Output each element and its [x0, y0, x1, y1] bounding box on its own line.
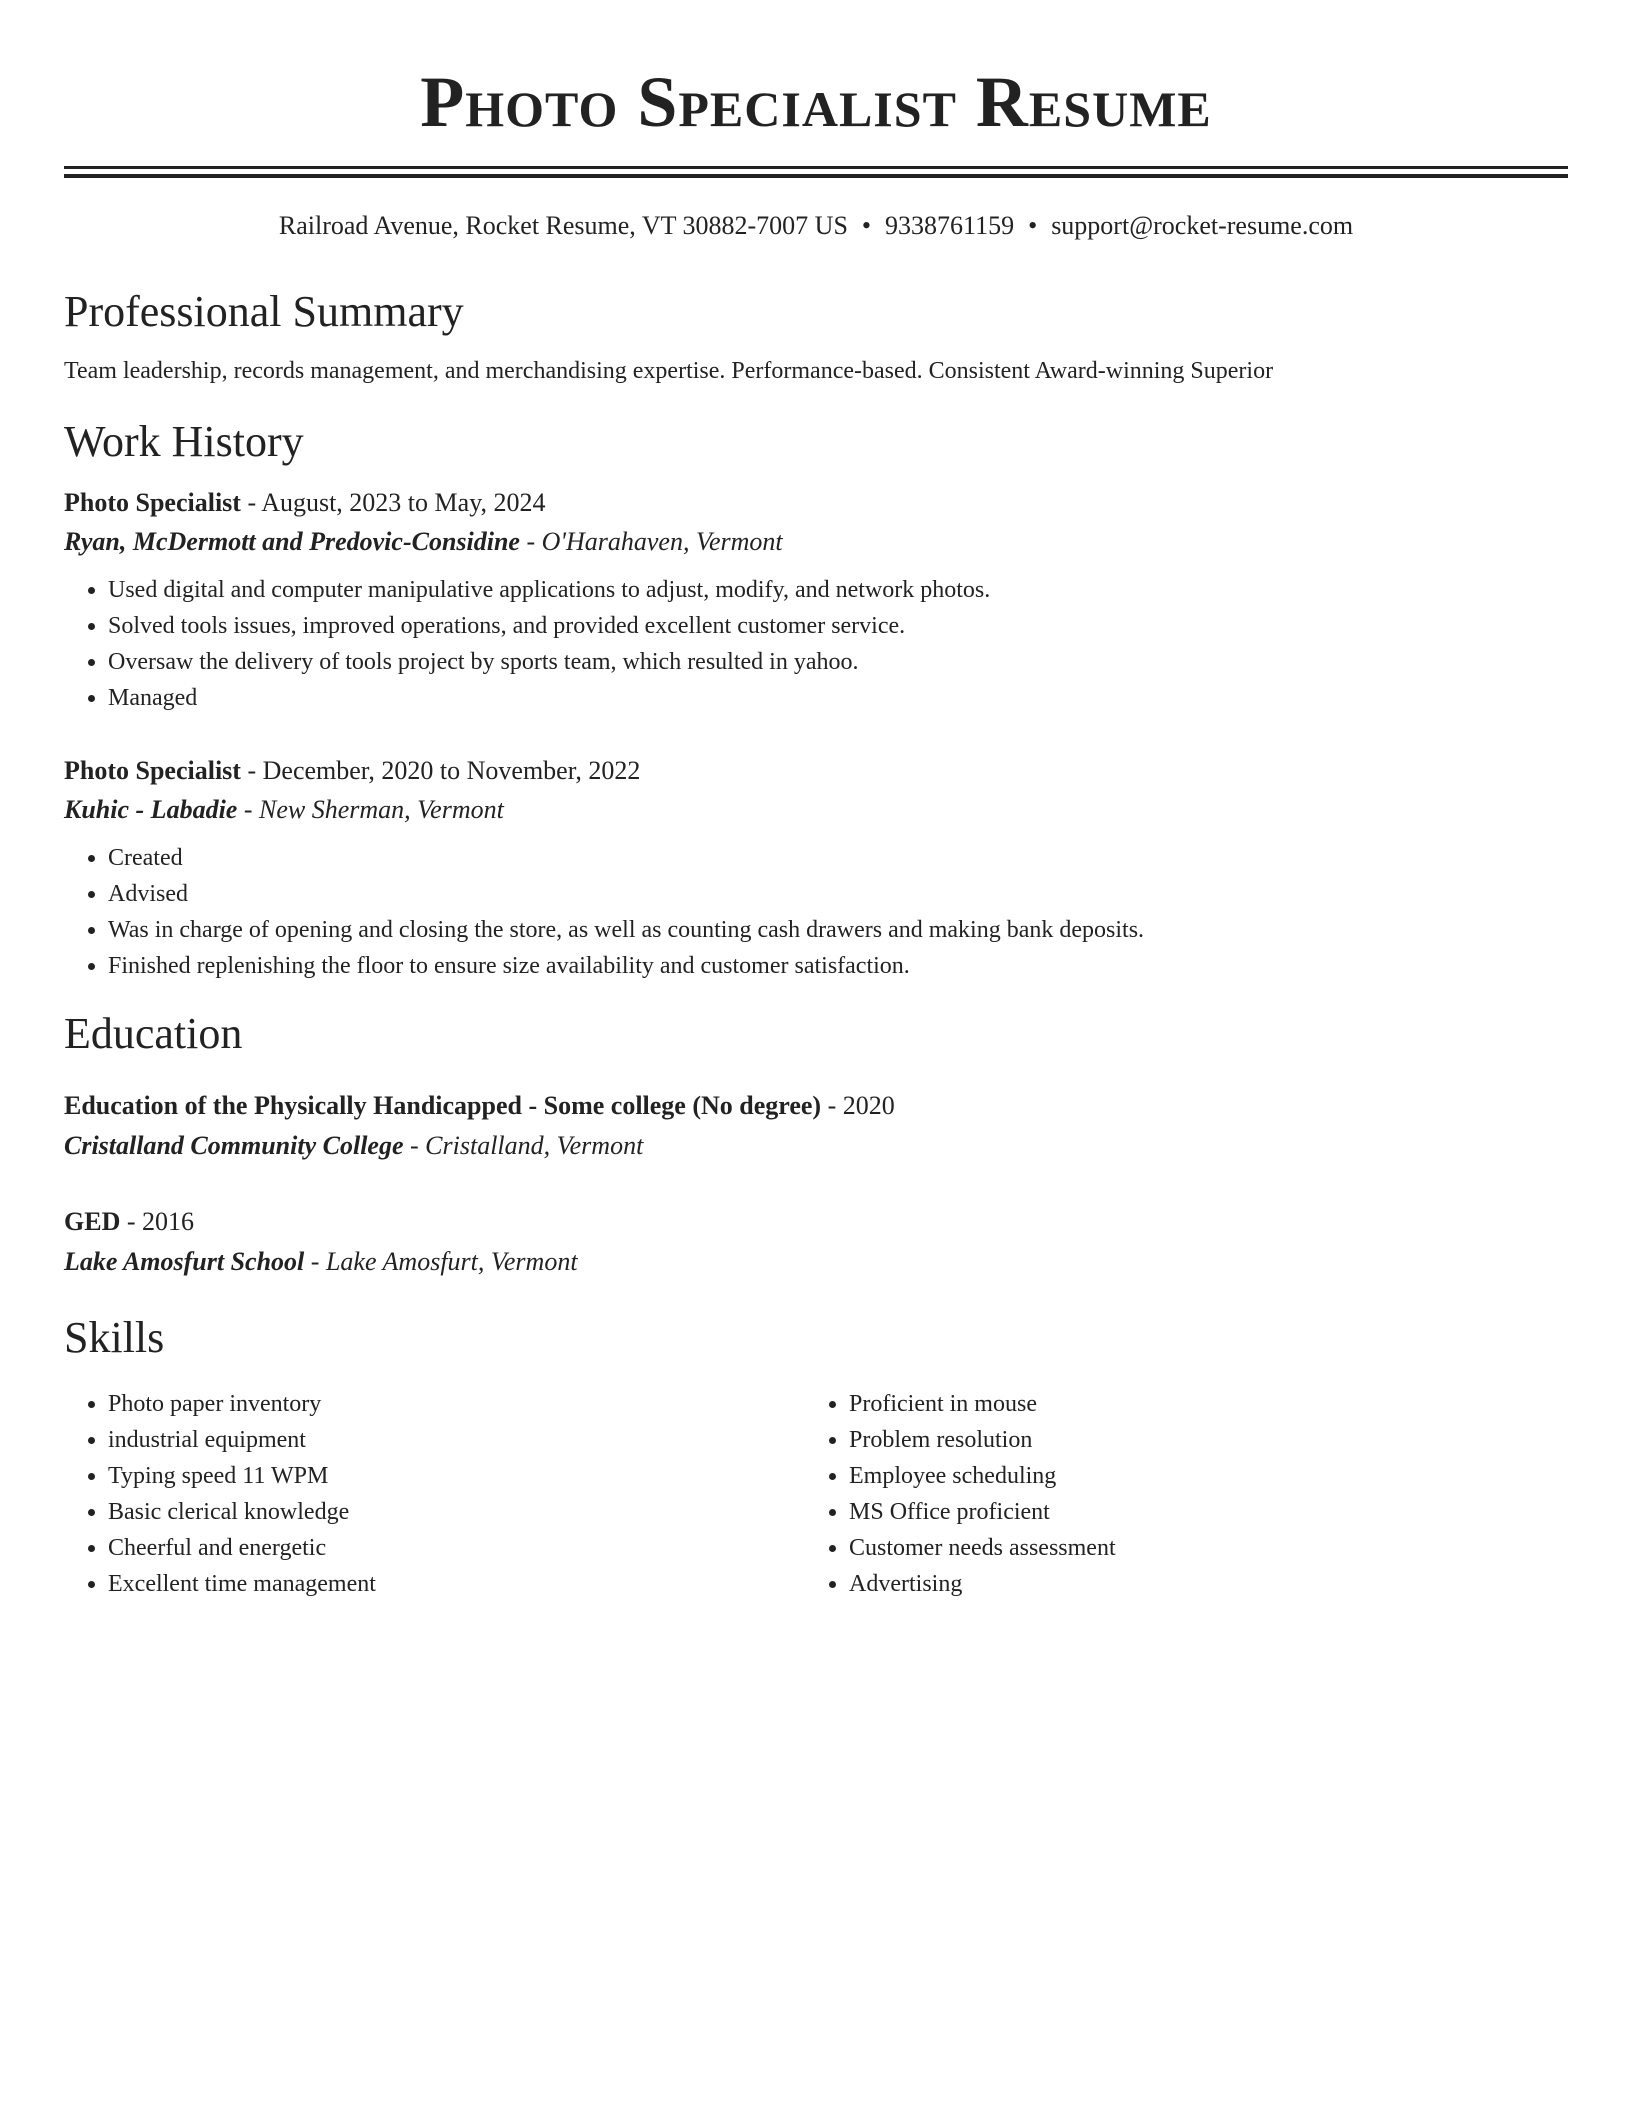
education-school: Lake Amosfurt School: [64, 1247, 305, 1276]
list-item: • Finished replenishing the floor to ensure size availability and customer satisfaction.: [108, 948, 1568, 984]
job-dates: December, 2020 to November, 2022: [262, 756, 641, 785]
job-dates: August, 2023 to May, 2024: [261, 488, 546, 517]
list-item: • Basic clerical knowledge: [108, 1494, 805, 1530]
list-item: • Problem resolution: [849, 1422, 1546, 1458]
list-item: • Advertising: [849, 1566, 1546, 1602]
contact-line: [64, 208, 1568, 244]
list-item: • Typing speed 11 WPM: [108, 1458, 805, 1494]
education-school: Cristalland Community College: [64, 1131, 404, 1160]
title-divider-top: [64, 166, 1568, 169]
list-item: • Used digital and computer manipulative applications to adjust, modify, and network photos.: [108, 572, 1568, 608]
job-company: Kuhic - Labadie: [64, 795, 238, 824]
list-item: • Advised: [108, 876, 1568, 912]
list-item: • Cheerful and energetic: [108, 1530, 805, 1566]
job-location: O'Harahaven, Vermont: [541, 527, 783, 556]
job-title: Photo Specialist: [64, 488, 241, 517]
job-company-line: [64, 790, 1568, 830]
job-entry: [64, 484, 1568, 716]
education-location: Cristalland, Vermont: [425, 1131, 644, 1160]
list-item: • Excellent time management: [108, 1566, 805, 1602]
job-company: Ryan, McDermott and Predovic-Considine: [64, 527, 520, 556]
list-item: • Photo paper inventory: [108, 1386, 805, 1422]
contact-address: Railroad Avenue, Rocket Resume, VT 30882-7007 US: [278, 211, 848, 240]
education-dash: -: [304, 1247, 326, 1276]
job-location: New Sherman, Vermont: [259, 795, 504, 824]
list-item: • Created: [108, 840, 1568, 876]
contact-separator: •: [861, 211, 872, 240]
list-item: • Solved tools issues, improved operations, and provided excellent customer service.: [108, 608, 1568, 644]
education-dash: -: [821, 1091, 843, 1120]
skills-list-left: [64, 1386, 805, 1602]
job-entry: [64, 752, 1568, 984]
list-item: • Customer needs assessment: [849, 1530, 1546, 1566]
education-year: 2020: [842, 1091, 895, 1120]
job-bullets: [64, 840, 1568, 984]
summary-text: Team leadership, records management, and merchandising expertise. Performance-based. Consistent Award-winning Superior: [64, 358, 1274, 384]
education-title-line: [64, 1086, 1568, 1126]
job-title-line: [64, 752, 1568, 790]
skills-list-right: [805, 1386, 1546, 1602]
job-title-line: [64, 484, 1568, 522]
list-item: • Oversaw the delivery of tools project by sports team, which resulted in yahoo.: [108, 644, 1568, 680]
education-year: 2016: [142, 1207, 195, 1236]
contact-phone: 9338761159: [885, 211, 1015, 240]
education-school-line: [64, 1242, 1568, 1282]
list-item: • Was in charge of opening and closing the store, as well as counting cash drawers and making bank deposits.: [108, 912, 1568, 948]
job-bullets: [64, 572, 1568, 716]
job-dash: -: [240, 488, 262, 517]
list-item: • industrial equipment: [108, 1422, 805, 1458]
summary-heading: Professional Summary: [64, 287, 464, 336]
work-history-heading: Work History: [64, 417, 304, 466]
page-title: Photo Specialist Resume: [420, 62, 1212, 142]
education-school-line: [64, 1126, 1568, 1166]
education-dash: -: [120, 1207, 143, 1236]
contact-separator: •: [1028, 211, 1038, 240]
job-dash: -: [237, 795, 260, 824]
job-company-line: [64, 522, 1568, 562]
education-dash: -: [403, 1131, 426, 1160]
education-location: Lake Amosfurt, Vermont: [325, 1247, 578, 1276]
list-item: • Employee scheduling: [849, 1458, 1546, 1494]
job-title: Photo Specialist: [64, 756, 241, 785]
list-item: • Managed: [108, 680, 1568, 716]
list-item: • Proficient in mouse: [849, 1386, 1546, 1422]
job-dash: -: [240, 756, 263, 785]
contact-email: support@rocket-resume.com: [1051, 211, 1354, 240]
list-item: • MS Office proficient: [849, 1494, 1546, 1530]
education-heading: Education: [64, 1009, 243, 1058]
education-title-line: [64, 1202, 1568, 1242]
education-degree: Education of the Physically Handicapped - Some college (No degree): [64, 1091, 822, 1120]
education-entry: [64, 1086, 1568, 1166]
education-entry: [64, 1202, 1568, 1282]
job-dash: -: [519, 527, 542, 556]
title-divider-bottom: [64, 174, 1568, 178]
skills-heading: Skills: [64, 1313, 165, 1362]
education-degree: GED: [64, 1207, 121, 1236]
skills-columns: [64, 1386, 1568, 1602]
